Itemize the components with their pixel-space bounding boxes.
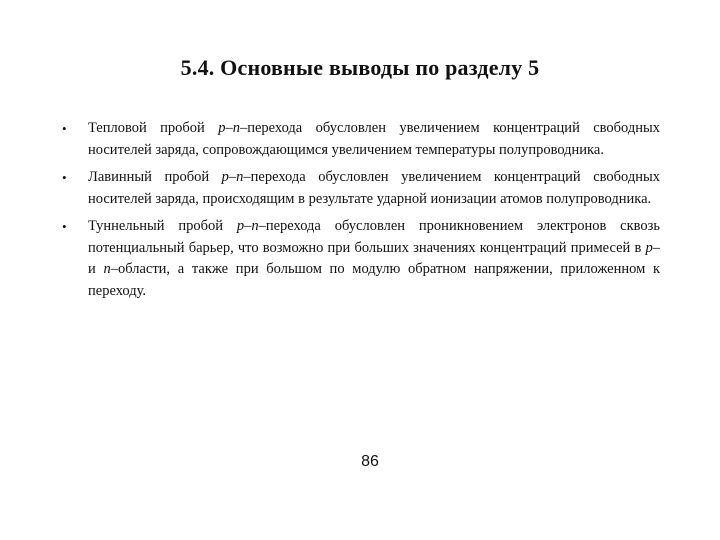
bullet-text-start: Лавинный пробой — [88, 169, 222, 185]
bullet-term-n: n — [103, 261, 111, 277]
page-number: 86 — [361, 453, 379, 470]
list-item — [60, 216, 660, 302]
bullet-term-p: р — [645, 239, 653, 256]
bullet-text-middle: –перехода обусловлен проникновением электронов сквозь потенциальный барьер, что возможно при больших значениях концентраций примесей в — [88, 218, 660, 256]
bullet-text-start: Туннельный пробой — [88, 218, 237, 234]
bullet-icon: • — [62, 121, 67, 136]
bullet-text-rest: –перехода обусловлен увеличением концентраций свободных носителей заряда, сопровождающимся увеличением температуры полупроводника. — [88, 120, 661, 158]
bullet-icon: • — [62, 170, 67, 185]
bullet-term: р–n — [236, 218, 259, 234]
list-item — [60, 118, 660, 161]
bullet-icon: • — [62, 219, 67, 234]
conclusions-list — [60, 118, 660, 308]
bullet-text-start: Тепловой пробой — [88, 120, 219, 136]
bullet-text-rest: –области, а также при большом по модулю обратном напряжении, приложенном к переходу. — [88, 261, 660, 299]
slide-title: 5.4. Основные выводы по разделу 5 — [180, 55, 540, 80]
bullet-term: р–n — [221, 169, 244, 185]
list-item — [60, 167, 660, 210]
bullet-text-rest: –перехода обусловлен увеличением концентраций свободных носителей заряда, происходящим в результате ударной ионизации атомов полупроводника. — [88, 169, 661, 207]
bullet-text-and: – и — [88, 239, 660, 277]
bullet-term: р–n — [218, 120, 240, 136]
